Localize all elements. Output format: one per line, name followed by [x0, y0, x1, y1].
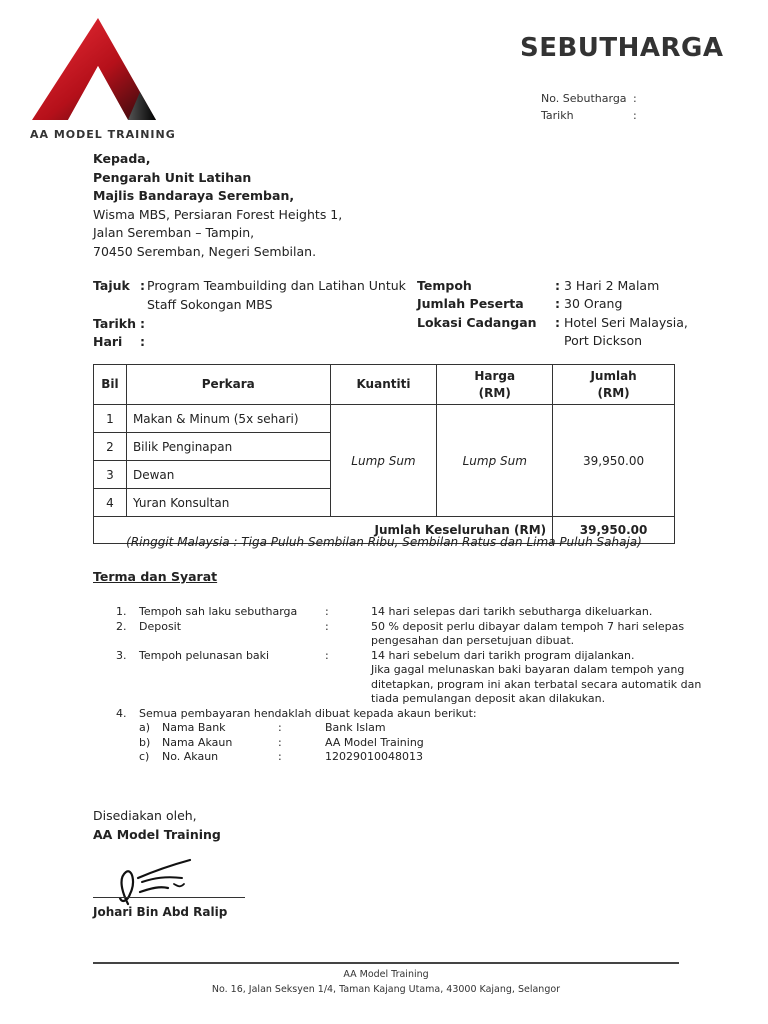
bank-value: 12029010048013 — [325, 750, 423, 763]
bank-colon: : — [278, 721, 282, 734]
signature-line — [93, 897, 245, 898]
header-bil: Bil — [94, 365, 127, 405]
term-2-colon: : — [325, 620, 329, 633]
term-1-colon: : — [325, 605, 329, 618]
harga-cell: Lump Sum — [437, 405, 553, 517]
bank-colon: : — [278, 736, 282, 749]
tajuk-colon: : — [140, 278, 145, 293]
recipient-line-2: Majlis Bandaraya Seremban, — [93, 188, 295, 204]
row-item: Bilik Penginapan — [126, 433, 330, 461]
term-3-number: 3. — [116, 649, 127, 662]
quote-date-colon: : — [633, 109, 637, 122]
tajuk-value-1: Program Teambuilding dan Latihan Untuk — [147, 278, 406, 293]
footer-address: No. 16, Jalan Seksyen 1/4, Taman Kajang Utama, 43000 Kajang, Selangor — [211, 984, 561, 995]
row-item: Dewan — [126, 461, 330, 489]
kuantiti-cell: Lump Sum — [330, 405, 437, 517]
bank-letter: c) — [139, 750, 150, 763]
term-2-value-1: 50 % deposit perlu dibayar dalam tempoh 7 hari selepas — [371, 620, 685, 633]
header-harga-line-2: (RM) — [478, 385, 511, 400]
recipient-line-1: Pengarah Unit Latihan — [93, 169, 252, 185]
items-table — [93, 364, 675, 544]
hari-colon: : — [140, 334, 145, 349]
document-title: SEBUTHARGA — [520, 33, 724, 63]
term-2-number: 2. — [116, 620, 127, 633]
tajuk-value-2: Staff Sokongan MBS — [147, 297, 273, 312]
row-number: 2 — [94, 433, 127, 461]
header-harga-line-1: Harga — [474, 368, 516, 383]
tempoh-label: Tempoh — [417, 278, 472, 293]
header-jumlah-line-1: Jumlah — [590, 368, 637, 383]
bank-value: Bank Islam — [325, 721, 386, 734]
recipient-line-4: Jalan Seremban – Tampin, — [93, 225, 255, 241]
quote-number-colon: : — [633, 92, 637, 105]
row-item: Yuran Konsultan — [126, 489, 330, 517]
signer-name: Johari Bin Abd Ralip — [93, 905, 228, 919]
peserta-value: 30 Orang — [564, 296, 623, 311]
tarikh-colon: : — [140, 316, 145, 331]
header-perkara: Perkara — [126, 365, 330, 405]
lokasi-colon: : — [555, 315, 560, 330]
bank-value: AA Model Training — [325, 736, 424, 749]
tajuk-label: Tajuk — [93, 278, 130, 293]
lokasi-label: Lokasi Cadangan — [417, 315, 537, 330]
total-value: 39,950.00 — [553, 517, 675, 544]
jumlah-cell: 39,950.00 — [553, 405, 675, 517]
bank-colon: : — [278, 750, 282, 763]
term-2-value-2: pengesahan dan persetujuan dibuat. — [371, 634, 575, 647]
recipient-line-5: 70450 Seremban, Negeri Sembilan. — [93, 243, 317, 259]
hari-label: Hari — [93, 334, 123, 349]
table-header-row — [94, 365, 675, 405]
term-2-label: Deposit — [139, 620, 182, 633]
term-3-value-4: tiada pemulangan deposit akan dilakukan. — [371, 692, 606, 705]
row-number: 1 — [94, 405, 127, 433]
term-4-number: 4. — [116, 707, 127, 720]
term-3-value-3: ditetapkan, program ini akan terbatal secara automatik dan — [371, 678, 702, 691]
terms-title: Terma dan Syarat — [93, 569, 218, 584]
row-number: 3 — [94, 461, 127, 489]
tempoh-value: 3 Hari 2 Malam — [564, 278, 660, 293]
prepared-by-label: Disediakan oleh, — [93, 808, 197, 823]
term-1-value: 14 hari selepas dari tarikh sebutharga dikeluarkan. — [371, 605, 653, 618]
bank-label: Nama Bank — [162, 721, 226, 734]
row-item: Makan & Minum (5x sehari) — [126, 405, 330, 433]
prepared-by — [93, 807, 221, 844]
bank-label: No. Akaun — [162, 750, 219, 763]
lokasi-value-2: Port Dickson — [564, 333, 643, 348]
header-kuantiti: Kuantiti — [330, 365, 437, 405]
row-number: 4 — [94, 489, 127, 517]
header-jumlah — [553, 365, 675, 405]
quote-number-label: No. Sebutharga — [541, 92, 627, 105]
bank-letter: a) — [139, 721, 151, 734]
term-4-text: Semua pembayaran hendaklah dibuat kepada akaun berikut: — [139, 707, 477, 720]
bank-letter: b) — [139, 736, 151, 749]
term-3-colon: : — [325, 649, 329, 662]
term-1-number: 1. — [116, 605, 127, 618]
logo-text: AA MODEL TRAINING — [30, 128, 176, 141]
table-row — [94, 405, 675, 433]
signature-image — [108, 858, 200, 910]
footer-divider — [93, 962, 679, 964]
recipient-line-3: Wisma MBS, Persiaran Forest Heights 1, — [93, 206, 343, 222]
total-label: Jumlah Keseluruhan (RM) — [94, 517, 553, 544]
prepared-by-company: AA Model Training — [93, 826, 221, 842]
term-3-value-1: 14 hari sebelum dari tarikh program dijalankan. — [371, 649, 635, 662]
term-1-label: Tempoh sah laku sebutharga — [139, 605, 298, 618]
recipient-to: Kepada, — [93, 151, 151, 166]
program-info — [0, 0, 768, 360]
bank-label: Nama Akaun — [162, 736, 233, 749]
peserta-label: Jumlah Peserta — [417, 296, 524, 311]
peserta-colon: : — [555, 296, 560, 311]
term-3-value-2: Jika gagal melunaskan baki bayaran dalam tempoh yang — [371, 663, 685, 676]
header-harga — [437, 365, 553, 405]
term-3-label: Tempoh pelunasan baki — [139, 649, 270, 662]
lokasi-value-1: Hotel Seri Malaysia, — [564, 315, 688, 330]
footer-company: AA Model Training — [343, 969, 429, 980]
tempoh-colon: : — [555, 278, 560, 293]
amount-in-words: (Ringgit Malaysia : Tiga Puluh Sembilan Ribu, Sembilan Ratus dan Lima Puluh Sahaja) — [126, 535, 642, 549]
quote-date-label: Tarikh — [541, 109, 574, 122]
header-jumlah-line-2: (RM) — [597, 385, 630, 400]
tarikh-label: Tarikh — [93, 316, 137, 331]
